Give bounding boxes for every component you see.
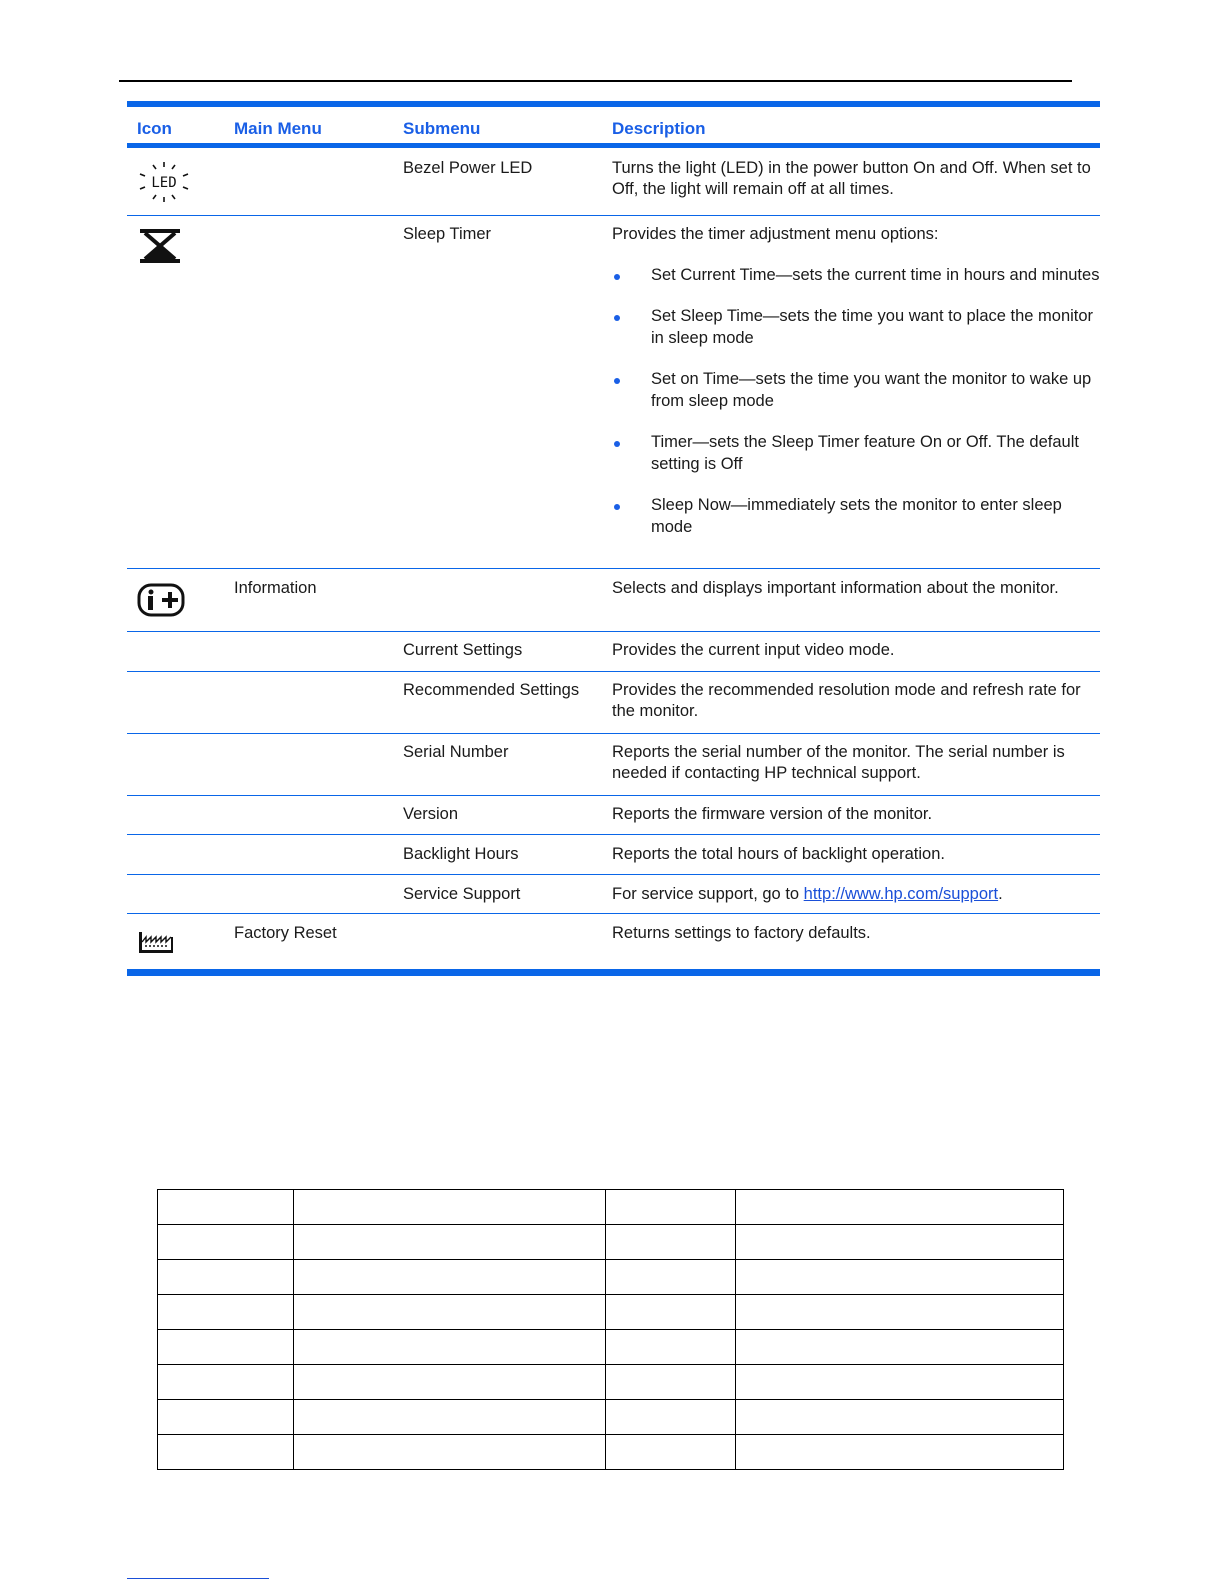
description-suffix: . [998, 885, 1003, 903]
hourglass-icon [137, 227, 183, 265]
list-item: Sleep Now—immediately sets the monitor to enter sleep mode [612, 494, 1102, 538]
description-text: Reports the total hours of backlight operation. [612, 845, 945, 863]
table-row [158, 1400, 1064, 1435]
header-main-menu: Main Menu [234, 119, 322, 138]
row-divider [127, 834, 1100, 835]
table-row [158, 1260, 1064, 1295]
option-list [612, 264, 1102, 538]
row-divider [127, 671, 1100, 672]
table-row [158, 1295, 1064, 1330]
table-header-bar [127, 143, 1100, 148]
table-row [158, 1435, 1064, 1470]
table-row [158, 1330, 1064, 1365]
description-text: Reports the serial number of the monitor. The serial number is needed if contacting HP technical support. [612, 743, 1065, 782]
submenu-label: Backlight Hours [403, 845, 519, 863]
main-menu-label: Factory Reset [234, 924, 337, 942]
submenu-label: Current Settings [403, 641, 523, 659]
description-text: Turns the light (LED) in the power button On and Off. When set to Off, the light will remain off at all times. [612, 159, 1091, 198]
factory-icon [137, 929, 175, 955]
table-row [158, 1225, 1064, 1260]
row-divider [127, 874, 1100, 875]
description-text [612, 224, 1102, 538]
header-description: Description [612, 119, 706, 138]
row-divider [127, 733, 1100, 734]
description-text [612, 884, 1102, 905]
list-item: Set Current Time—sets the current time in hours and minutes [612, 264, 1102, 286]
row-divider [127, 913, 1100, 914]
row-divider [127, 631, 1100, 632]
description-prefix: For service support, go to [612, 885, 804, 903]
row-divider [127, 795, 1100, 796]
information-icon [137, 583, 185, 617]
led-icon [137, 160, 191, 204]
table-top-bar [127, 101, 1100, 107]
main-menu-label: Information [234, 579, 317, 597]
submenu-label: Version [403, 805, 459, 823]
header-submenu: Submenu [403, 119, 481, 138]
description-text: Returns settings to factory defaults. [612, 924, 871, 942]
row-divider [127, 215, 1100, 216]
hp-support-link[interactable]: http://www.hp.com/support [803, 885, 999, 903]
table-row [158, 1190, 1064, 1225]
table-row [158, 1365, 1064, 1400]
footnote-rule [127, 1578, 269, 1579]
header-icon: Icon [137, 119, 172, 138]
submenu-label: Serial Number [403, 743, 509, 761]
table-bottom-bar [127, 969, 1100, 976]
list-item: Set on Time—sets the time you want the monitor to wake up from sleep mode [612, 368, 1102, 412]
page-top-rule [119, 80, 1072, 82]
description-text: Provides the current input video mode. [612, 641, 895, 659]
empty-grid-table [157, 1189, 1064, 1470]
description-text: Provides the recommended resolution mode and refresh rate for the monitor. [612, 681, 1081, 720]
submenu-label: Recommended Settings [403, 681, 580, 699]
submenu-label: Sleep Timer [403, 225, 492, 243]
submenu-label: Bezel Power LED [403, 159, 533, 177]
submenu-label: Service Support [403, 885, 521, 903]
row-divider [127, 568, 1100, 569]
description-text: Reports the firmware version of the monitor. [612, 805, 933, 823]
description-text: Selects and displays important information about the monitor. [612, 579, 1059, 597]
description-intro: Provides the timer adjustment menu options: [612, 225, 939, 243]
list-item: Timer—sets the Sleep Timer feature On or Off. The default setting is Off [612, 431, 1102, 475]
svg-text:LED: LED [151, 175, 177, 191]
list-item: Set Sleep Time—sets the time you want to place the monitor in sleep mode [612, 305, 1102, 349]
